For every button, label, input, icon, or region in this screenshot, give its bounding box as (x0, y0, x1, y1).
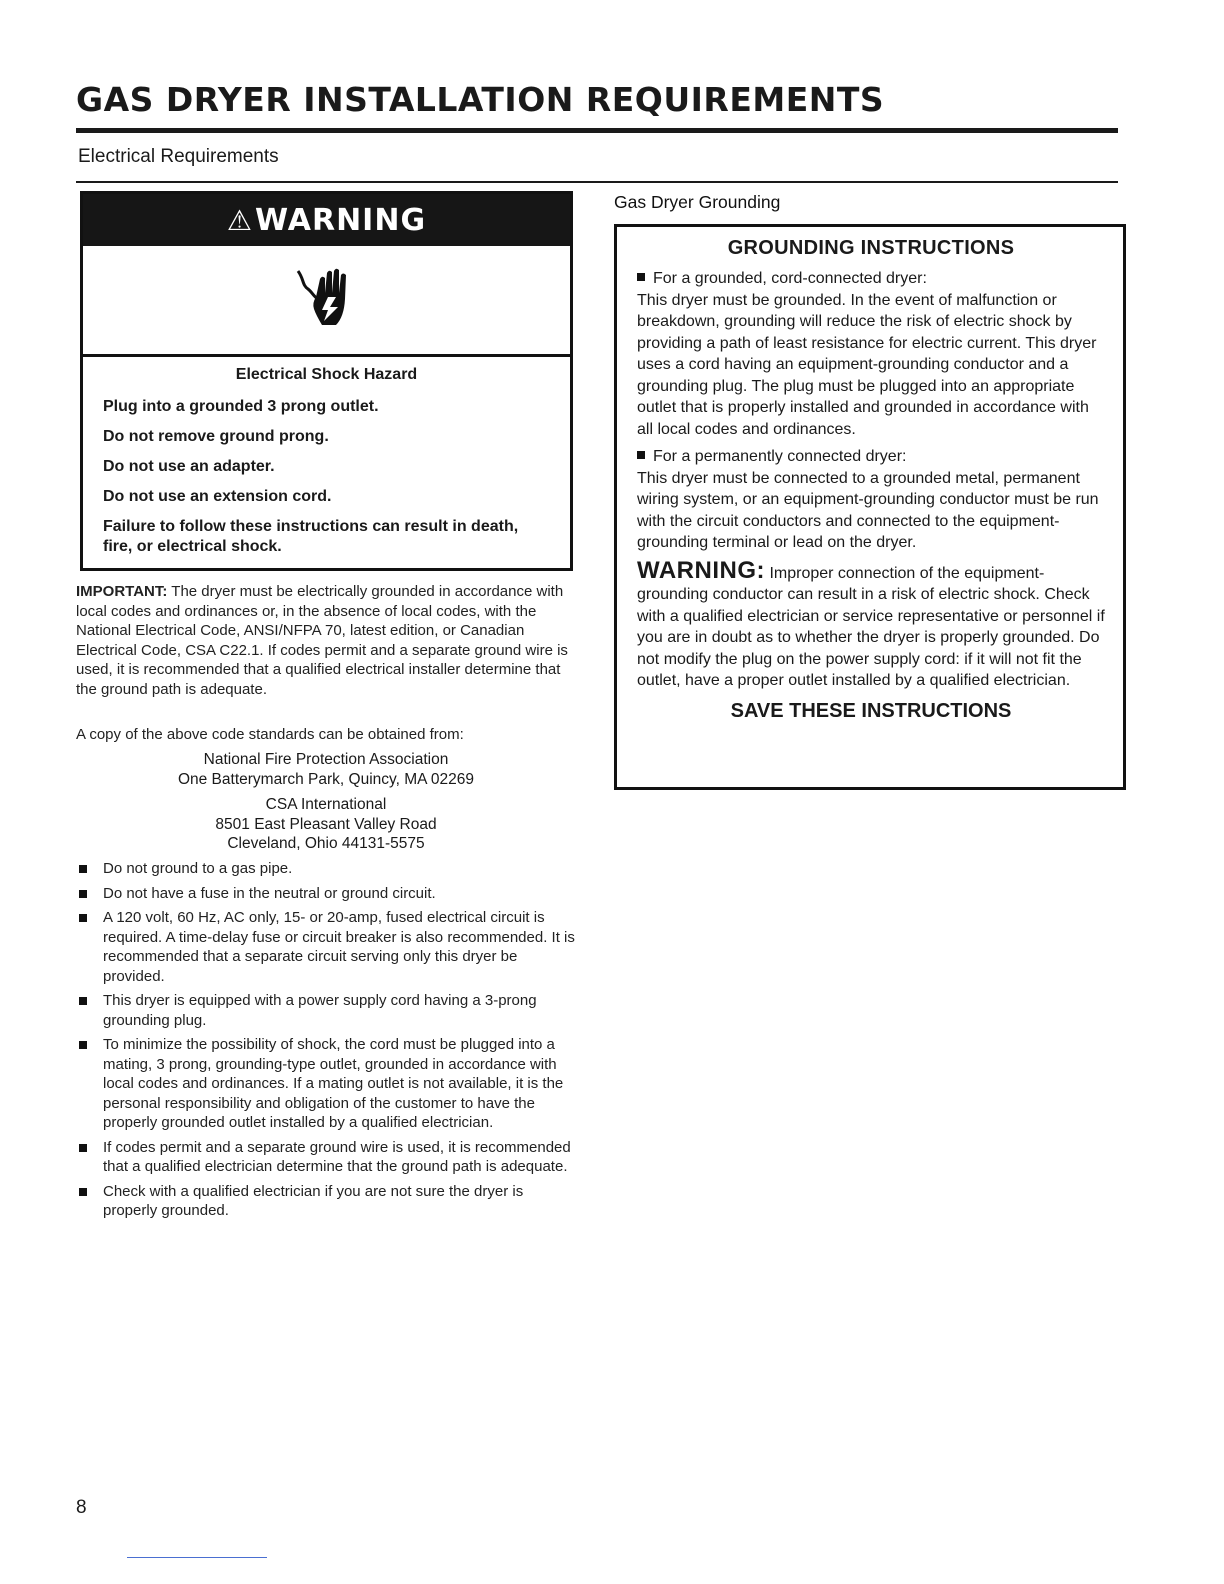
bullet-icon (79, 1041, 87, 1049)
warning-line: Plug into a grounded 3 prong outlet. (103, 398, 379, 415)
grounding-warning-label: WARNING: (637, 556, 765, 584)
list-item: A 120 volt, 60 Hz, AC only, 15- or 20-amp, fused electrical circuit is required. A time-delay fuse or circuit breaker is also recommended. It is recommended that a separate circuit serving only this dryer be provided. (76, 908, 578, 986)
address-line: Cleveland, Ohio 44131-5575 (227, 835, 425, 852)
bullet-icon (79, 890, 87, 898)
list-item: Do not have a fuse in the neutral or ground circuit. (76, 884, 578, 904)
important-text: The dryer must be electrically grounded in accordance with local codes and ordinances or, in the absence of local codes, with the National Electrical Code, ANSI/NFPA 70, latest edition, or Canadian Electrical Code, CSA C22.1. If codes permit and a separate ground wire is used, it is recommended that a qualified electrical installer determine that the ground path is adequate. (76, 583, 568, 698)
grounding-warning (637, 556, 1105, 692)
grounding-title: GROUNDING INSTRUCTIONS (727, 237, 1015, 259)
important-label: IMPORTANT: (76, 583, 168, 600)
bullet-icon (79, 997, 87, 1005)
section-title: Electrical Requirements (78, 146, 279, 167)
warning-triangle-icon: ⚠ (226, 203, 254, 237)
bullet-icon (79, 914, 87, 922)
section-rule (76, 181, 1118, 183)
grounding-item-2 (637, 446, 1105, 554)
important-paragraph (76, 582, 576, 699)
address-line: National Fire Protection Association (203, 751, 449, 768)
requirements-list (76, 859, 578, 1226)
bullet-icon (79, 1188, 87, 1196)
grounding-item-1 (637, 268, 1105, 440)
gas-grounding-title: Gas Dryer Grounding (614, 192, 781, 212)
copy-line: A copy of the above code standards can be obtained from: (76, 726, 464, 743)
bullet-icon (79, 865, 87, 873)
warning-line: Do not remove ground prong. (103, 428, 329, 445)
address-line: One Batterymarch Park, Quincy, MA 02269 (177, 770, 475, 788)
list-item: If codes permit and a separate ground wire is used, it is recommended that a qualified electrician determine that the ground path is adequate. (76, 1138, 578, 1177)
title-rule (76, 128, 1118, 133)
warning-line: Do not use an extension cord. (103, 488, 332, 505)
bullet-icon (79, 1144, 87, 1152)
save-instructions: SAVE THESE INSTRUCTIONS (730, 699, 1012, 722)
warning-body (83, 357, 570, 557)
address-line: CSA International (265, 796, 387, 813)
warning-header-label: WARNING (255, 202, 427, 238)
address-csa (76, 795, 576, 854)
grounding-item-1-label: For a grounded, cord-connected dryer: (653, 270, 927, 287)
grounding-item-2-text: This dryer must be connected to a grounded metal, permanent wiring system, or an equipment-grounding conductor must be run with the circuit conductors and connected to the equipment-grounding terminal or lead on the dryer. (637, 469, 1099, 551)
warning-box (80, 191, 573, 571)
hazard-title: Electrical Shock Hazard (235, 366, 418, 383)
address-line: 8501 East Pleasant Valley Road (215, 815, 437, 833)
electric-shock-hand-icon (292, 265, 362, 335)
grounding-item-1-text: This dryer must be grounded. In the event of malfunction or breakdown, grounding will reduce the risk of electric shock by providing a path of least resistance for electric current. This dryer uses a cord having an equipment-grounding conductor and a grounding plug. The plug must be plugged into an appropriate outlet that is properly installed and grounded in accordance with all local codes and ordinances. (637, 291, 1097, 438)
warning-icon-area (83, 246, 570, 357)
list-item: Check with a qualified electrician if you are not sure the dryer is properly grounded. (76, 1182, 578, 1221)
grounding-warning-text: Improper connection of the equipment-grounding conductor can result in a risk of electric shock. Check with a qualified electrician or service representative or personnel if you are in doubt as to whether the dryer is properly grounded. Do not modify the plug on the power supply cord: if it will not fit the outlet, have a proper outlet installed by a qualified electrician. (637, 564, 1105, 689)
list-item: To minimize the possibility of shock, the cord must be plugged into a mating, 3 prong, grounding-type outlet, grounded in accordance with local codes and ordinances. If a mating outlet is not available, it is the personal responsibility and obligation of the customer to have the properly grounded outlet installed by a qualified electrician. (76, 1035, 578, 1133)
page-number: 8 (76, 1497, 87, 1518)
bullet-icon (637, 273, 645, 281)
grounding-item-2-label: For a permanently connected dryer: (653, 448, 907, 465)
warning-header (83, 194, 570, 246)
grounding-box (614, 224, 1126, 790)
warning-line: Failure to follow these instructions can result in death, fire, or electrical shock. (103, 518, 519, 555)
footer-rule (127, 1557, 267, 1558)
list-item: Do not ground to a gas pipe. (76, 859, 578, 879)
list-item: This dryer is equipped with a power supply cord having a 3-prong grounding plug. (76, 991, 578, 1030)
page-title: GAS DRYER INSTALLATION REQUIREMENTS (76, 80, 885, 119)
warning-line: Do not use an adapter. (103, 458, 275, 475)
address-nfpa (76, 750, 576, 789)
bullet-icon (637, 451, 645, 459)
